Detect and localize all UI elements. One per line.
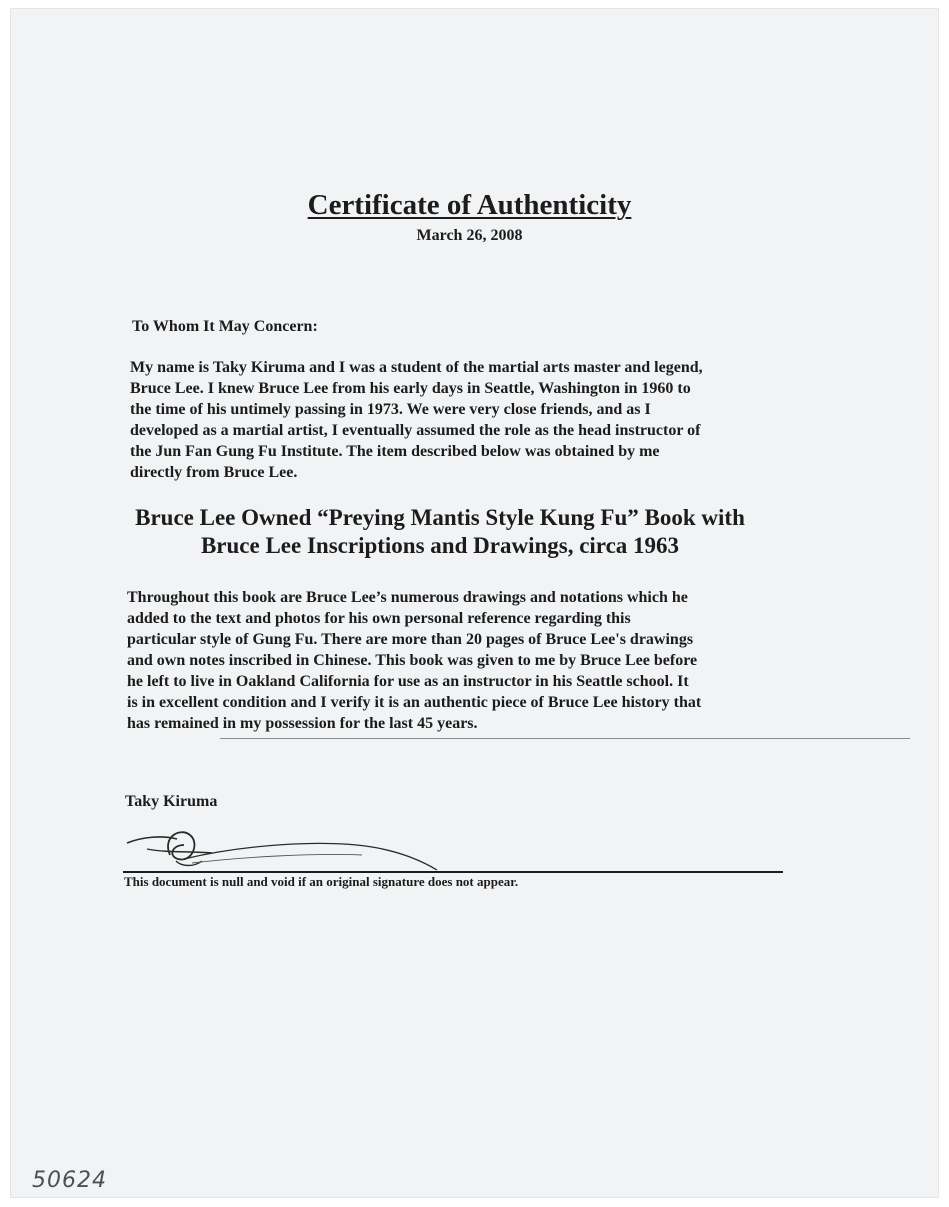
- signature-line: [123, 871, 783, 873]
- description-line: added to the text and photos for his own personal reference regarding this: [127, 610, 631, 627]
- intro-paragraph: [130, 357, 820, 483]
- certificate-title: Certificate of Authenticity: [307, 189, 632, 221]
- description-line: has remained in my possession for the last 45 years.: [127, 715, 478, 732]
- divider-line: [220, 738, 910, 739]
- description-line: and own notes inscribed in Chinese. This book was given to me by Bruce Lee before: [127, 652, 698, 669]
- intro-line: the Jun Fan Gung Fu Institute. The item described below was obtained by me: [130, 443, 660, 460]
- signer-name: Taky Kiruma: [125, 793, 218, 810]
- description-line: Throughout this book are Bruce Lee’s numerous drawings and notations which he: [127, 589, 688, 606]
- intro-line: My name is Taky Kiruma and I was a student of the martial arts master and legend,: [130, 359, 703, 376]
- item-title: [110, 504, 770, 560]
- certificate-page: [10, 8, 939, 1198]
- intro-line: the time of his untimely passing in 1973. We were very close friends, and as I: [130, 401, 651, 418]
- description-line: is in excellent condition and I verify it is an authentic piece of Bruce Lee history that: [127, 694, 702, 711]
- item-title-line: Bruce Lee Inscriptions and Drawings, circa 1963: [200, 533, 680, 558]
- item-title-line: Bruce Lee Owned “Preying Mantis Style Kung Fu” Book with: [135, 505, 745, 530]
- handwritten-number: 50624: [32, 1168, 107, 1193]
- intro-line: Bruce Lee. I knew Bruce Lee from his early days in Seattle, Washington in 1960 to: [130, 380, 691, 397]
- handwritten-signature: [122, 823, 452, 873]
- intro-line: developed as a martial artist, I eventually assumed the role as the head instructor of: [130, 422, 701, 439]
- description-line: particular style of Gung Fu. There are more than 20 pages of Bruce Lee's drawings: [127, 631, 694, 648]
- disclaimer: This document is null and void if an original signature does not appear.: [124, 874, 519, 889]
- salutation: To Whom It May Concern:: [132, 318, 318, 335]
- description-paragraph: [127, 587, 817, 734]
- description-line: he left to live in Oakland California for use as an instructor in his Seattle school. It: [127, 673, 689, 690]
- certificate-date: March 26, 2008: [416, 227, 523, 244]
- intro-line: directly from Bruce Lee.: [130, 464, 298, 481]
